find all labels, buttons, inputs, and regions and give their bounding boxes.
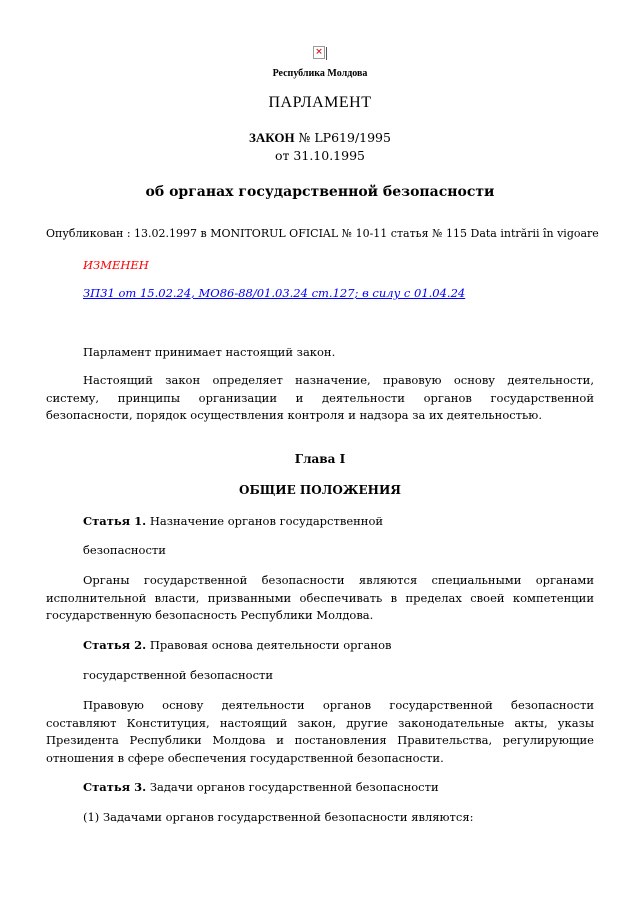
article-1-text: Органы государственной безопасности являются специальными органами исполнительной власти, призванными обеспечивать в пределах своей компетенции государственную безопасность Республики Молдова.: [46, 573, 594, 622]
article-2-title-continued: государственной безопасности: [83, 668, 274, 682]
law-label: ЗАКОН: [249, 130, 295, 145]
intro-paragraph: Парламент принимает настоящий закон.: [83, 345, 336, 359]
broken-image-icon: ×: [313, 46, 325, 59]
chapter-number: Глава I: [294, 452, 346, 466]
law-date: от 31.10.1995: [275, 148, 365, 163]
article-2-label: Статья 2.: [83, 638, 147, 652]
article-3-text: (1) Задачами органов государственной безопасности являются:: [83, 810, 474, 824]
article-3-label: Статья 3.: [83, 780, 147, 794]
article-3-heading: [83, 780, 439, 794]
law-number: [46, 130, 594, 146]
law-number-value: № LP619/1995: [294, 130, 391, 145]
chapter-title: ОБЩИЕ ПОЛОЖЕНИЯ: [239, 483, 401, 497]
article-1-title-continued: безопасности: [83, 543, 166, 557]
publication-info: Опубликован : 13.02.1997 в MONITORUL OFICIAL № 10-11 статья № 115 Data intrării în vigoare: [46, 227, 599, 240]
article-1-label: Статья 1.: [83, 514, 147, 528]
article-1-title: Назначение органов государственной: [146, 514, 384, 528]
amended-label: ИЗМЕНЕН: [83, 258, 149, 272]
amendment-link[interactable]: ЗП31 от 15.02.24, МО86-88/01.03.24 ст.127; в силу с 01.04.24: [83, 286, 466, 300]
purpose-paragraph: Настоящий закон определяет назначение, правовую основу деятельности, систему, принципы организации и деятельности органов государственной безопасности, порядок осуществления контроля и надзора за их деятельностью.: [46, 373, 594, 422]
article-3-title: Задачи органов государственной безопасности: [146, 780, 439, 794]
article-2-heading: [83, 638, 391, 652]
parliament-heading: ПАРЛАМЕНТ: [268, 94, 372, 111]
republic-heading: Республика Молдова: [272, 68, 368, 79]
article-1-heading: [83, 514, 383, 528]
article-2-title: Правовая основа деятельности органов: [146, 638, 392, 652]
law-title: об органах государственной безопасности: [145, 184, 495, 200]
article-2-text: Правовую основу деятельности органов государственной безопасности составляют Конституция, настоящий закон, другие законодательные акты, указы Президента Республики Молдова и постановления Правительства, регулирующие отношения в сфере обеспечения государственной безопасности.: [46, 698, 594, 765]
